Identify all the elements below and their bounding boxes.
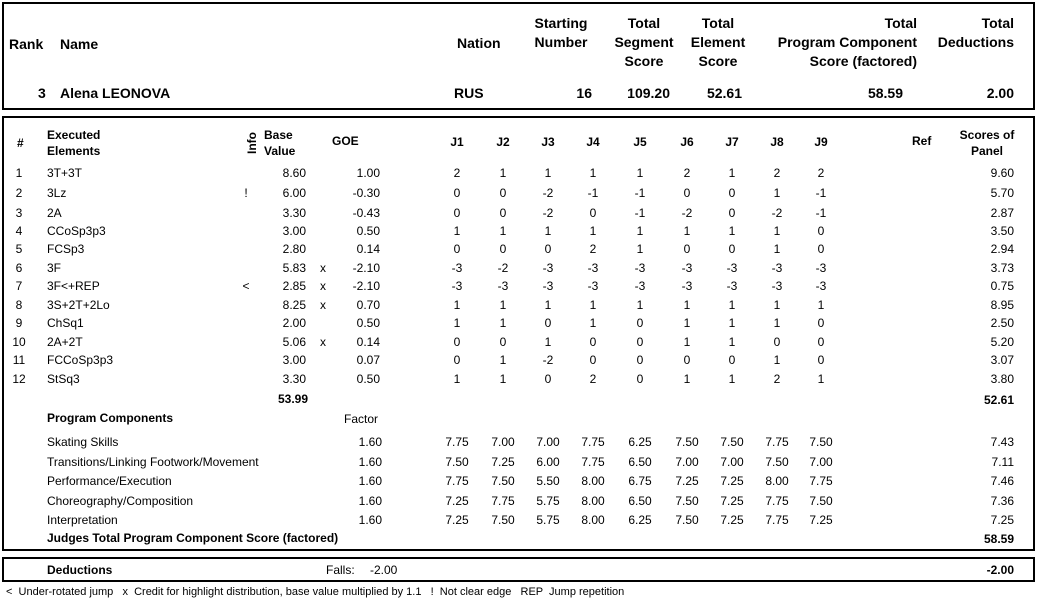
component-score: 7.11 <box>991 455 1014 469</box>
judge-header-8: J8 <box>770 135 784 149</box>
pcs-total-label: Judges Total Program Component Score (factored) <box>47 531 339 545</box>
element-judge-score: 1 <box>499 372 507 386</box>
element-judge-score: 0 <box>683 186 691 200</box>
judge-header-5: J5 <box>633 135 647 149</box>
judge-header-6: J6 <box>680 135 694 149</box>
element-name: 3S+2T+2Lo <box>47 298 110 312</box>
falls-label: Falls: <box>326 563 355 577</box>
skater-name: Alena LEONOVA <box>60 85 171 101</box>
element-judge-score: 1 <box>453 372 461 386</box>
element-base-value: 2.80 <box>282 242 306 256</box>
element-judge-score: 1 <box>544 335 552 349</box>
total-segment-score-label: Total Segment Score <box>614 15 674 69</box>
element-name: FCSp3 <box>47 242 85 256</box>
component-score: 7.36 <box>990 494 1014 508</box>
element-judge-score: -2 <box>542 353 554 367</box>
component-judge-score: 7.75 <box>581 435 605 449</box>
element-judge-score: 1 <box>636 242 644 256</box>
element-judge-score: 0 <box>817 242 825 256</box>
element-base-value: 3.30 <box>282 206 306 220</box>
element-judge-score: 0 <box>773 335 781 349</box>
component-judge-score: 7.00 <box>809 455 833 469</box>
element-judge-score: 1 <box>589 298 597 312</box>
component-judge-score: 7.50 <box>675 513 699 527</box>
element-judge-score: 0 <box>683 353 691 367</box>
element-judge-score: 1 <box>817 372 825 386</box>
element-base-value: 6.00 <box>282 186 306 200</box>
element-judge-score: 1 <box>499 298 507 312</box>
element-judge-score: 0 <box>636 353 644 367</box>
element-number: 10 <box>12 335 26 349</box>
element-goe: 1.00 <box>356 166 380 180</box>
component-factor: 1.60 <box>358 455 382 469</box>
component-judge-score: 7.00 <box>536 435 560 449</box>
element-judge-score: 1 <box>773 298 781 312</box>
element-judge-score: 1 <box>817 298 825 312</box>
element-judge-score: -3 <box>451 261 463 275</box>
element-judge-score: 0 <box>589 353 597 367</box>
element-judge-score: -1 <box>634 206 646 220</box>
element-info: < <box>242 279 250 293</box>
info-header: Info <box>245 132 259 154</box>
component-judge-score: 7.75 <box>809 474 833 488</box>
element-panel-score: 2.87 <box>990 206 1014 220</box>
component-factor: 1.60 <box>358 513 382 527</box>
element-judge-score: -1 <box>815 206 827 220</box>
component-judge-score: 7.50 <box>491 474 515 488</box>
deductions-total: -2.00 <box>986 563 1014 577</box>
element-base-value: 8.60 <box>282 166 306 180</box>
element-number: 5 <box>15 242 23 256</box>
component-judge-score: 7.50 <box>809 435 833 449</box>
element-base-value: 5.06 <box>282 335 306 349</box>
factor-label: Factor <box>344 412 379 426</box>
element-judge-score: 1 <box>453 224 461 238</box>
element-panel-score: 9.60 <box>990 166 1014 180</box>
component-name: Skating Skills <box>47 435 119 449</box>
component-judge-score: 8.00 <box>765 474 789 488</box>
skater-total-element-score: 52.61 <box>706 85 742 101</box>
total-pcs-label: Total Program Component Score (factored) <box>777 15 917 69</box>
name-label: Name <box>60 36 99 52</box>
element-name: 3F <box>47 261 62 275</box>
component-name: Transitions/Linking Footwork/Movement <box>47 455 259 469</box>
element-judge-score: -3 <box>451 279 463 293</box>
component-name: Interpretation <box>47 513 118 527</box>
elements-total: 52.61 <box>983 393 1014 407</box>
element-judge-score: -2 <box>497 261 509 275</box>
base-value-total: 53.99 <box>277 392 308 406</box>
component-judge-score: 7.25 <box>720 494 744 508</box>
component-judge-score: 7.25 <box>809 513 833 527</box>
element-judge-score: -3 <box>726 261 738 275</box>
element-judge-score: 0 <box>453 335 461 349</box>
element-base-value: 3.00 <box>282 224 306 238</box>
element-judge-score: 1 <box>544 298 552 312</box>
element-judge-score: 1 <box>636 298 644 312</box>
component-judge-score: 7.00 <box>491 435 515 449</box>
element-judge-score: 2 <box>589 372 597 386</box>
element-info: ! <box>244 186 248 200</box>
element-base-value: 5.83 <box>282 261 306 275</box>
element-goe: -2.10 <box>352 279 380 293</box>
element-base-value: 2.85 <box>282 279 306 293</box>
element-name: CCoSp3p3 <box>47 224 106 238</box>
element-name: 3Lz <box>47 186 67 200</box>
program-components-title: Program Components <box>47 411 174 425</box>
component-name: Performance/Execution <box>47 474 172 488</box>
pcs-total: 58.59 <box>983 532 1014 546</box>
element-base-value: 3.00 <box>282 353 306 367</box>
element-judge-score: 0 <box>544 242 552 256</box>
component-score: 7.46 <box>990 474 1014 488</box>
element-judge-score: 1 <box>499 224 507 238</box>
component-name: Choreography/Composition <box>47 494 194 508</box>
element-judge-score: 1 <box>683 224 691 238</box>
component-judge-score: 6.50 <box>628 455 652 469</box>
element-panel-score: 3.73 <box>990 261 1014 275</box>
element-goe: -0.43 <box>352 206 380 220</box>
element-panel-score: 8.95 <box>990 298 1014 312</box>
element-name: FCCoSp3p3 <box>47 353 114 367</box>
component-score: 7.25 <box>990 513 1014 527</box>
component-judge-score: 7.50 <box>809 494 833 508</box>
element-number: 11 <box>12 353 26 367</box>
element-judge-score: -3 <box>726 279 738 293</box>
element-judge-score: 1 <box>728 316 736 330</box>
element-judge-score: 1 <box>773 353 781 367</box>
element-judge-score: 0 <box>499 335 507 349</box>
element-judge-score: 0 <box>453 353 461 367</box>
element-name: ChSq1 <box>47 316 84 330</box>
element-judge-score: -3 <box>815 279 827 293</box>
element-judge-score: 0 <box>728 242 736 256</box>
element-judge-score: 0 <box>817 316 825 330</box>
legend: < Under-rotated jump x Credit for highlight distribution, base value multiplied by 1.1 ! Not clear edge REP Jump repetition <box>6 586 625 598</box>
component-judge-score: 7.75 <box>445 435 469 449</box>
element-judge-score: 1 <box>544 166 552 180</box>
element-base-value: 3.30 <box>282 372 306 386</box>
element-judge-score: 1 <box>453 316 461 330</box>
element-judge-score: -2 <box>542 186 554 200</box>
element-judge-score: -2 <box>771 206 783 220</box>
element-x-flag: x <box>320 298 326 312</box>
component-judge-score: 8.00 <box>581 494 605 508</box>
element-judge-score: 1 <box>773 224 781 238</box>
element-judge-score: -3 <box>587 279 599 293</box>
component-factor: 1.60 <box>358 435 382 449</box>
element-goe: 0.50 <box>356 316 380 330</box>
element-number: 4 <box>15 224 23 238</box>
element-x-flag: x <box>320 261 326 275</box>
component-judge-score: 8.00 <box>581 513 605 527</box>
element-goe: -0.30 <box>352 186 380 200</box>
element-judge-score: 1 <box>683 316 691 330</box>
element-judge-score: 1 <box>728 335 736 349</box>
base-value-header: Base Value <box>264 128 296 158</box>
element-judge-score: 2 <box>453 166 461 180</box>
element-judge-score: 0 <box>544 316 552 330</box>
component-judge-score: 7.00 <box>675 455 699 469</box>
element-panel-score: 3.07 <box>990 353 1014 367</box>
element-number: 3 <box>15 206 23 220</box>
element-judge-score: 1 <box>499 353 507 367</box>
component-judge-score: 7.75 <box>491 494 515 508</box>
element-judge-score: 1 <box>544 224 552 238</box>
element-judge-score: -3 <box>771 261 783 275</box>
element-name: 2A <box>47 206 62 220</box>
skater-rank: 3 <box>38 85 46 101</box>
element-judge-score: 0 <box>728 206 736 220</box>
deductions-label: Deductions <box>47 563 113 577</box>
element-base-value: 8.25 <box>282 298 306 312</box>
component-judge-score: 7.00 <box>720 455 744 469</box>
skater-total-deductions: 2.00 <box>986 85 1014 101</box>
element-judge-score: 0 <box>817 335 825 349</box>
judge-header-2: J2 <box>496 135 510 149</box>
skater-nation: RUS <box>454 85 484 101</box>
component-judge-score: 5.50 <box>536 474 560 488</box>
component-judge-score: 6.50 <box>628 494 652 508</box>
component-judge-score: 7.75 <box>445 474 469 488</box>
component-judge-score: 7.50 <box>675 494 699 508</box>
element-judge-score: 0 <box>589 335 597 349</box>
judge-header-7: J7 <box>725 135 739 149</box>
element-number: 12 <box>12 372 26 386</box>
total-deductions-label: Total Deductions <box>937 15 1014 50</box>
element-judge-score: 1 <box>728 224 736 238</box>
component-judge-score: 6.25 <box>628 513 652 527</box>
judge-header-9: J9 <box>814 135 828 149</box>
element-name: 3T+3T <box>47 166 83 180</box>
component-judge-score: 7.50 <box>491 513 515 527</box>
element-judge-score: 1 <box>636 224 644 238</box>
element-judge-score: -1 <box>634 186 646 200</box>
element-judge-score: -3 <box>542 279 554 293</box>
element-judge-score: 0 <box>728 353 736 367</box>
element-name: 3F<+REP <box>47 279 100 293</box>
element-judge-score: -2 <box>681 206 693 220</box>
skater-total-pcs: 58.59 <box>867 85 903 101</box>
scores-of-panel-header: Scores of Panel <box>959 128 1015 158</box>
component-score: 7.43 <box>990 435 1014 449</box>
element-judge-score: 1 <box>773 316 781 330</box>
element-panel-score: 0.75 <box>990 279 1014 293</box>
element-panel-score: 2.94 <box>990 242 1014 256</box>
element-judge-score: 0 <box>683 242 691 256</box>
element-judge-score: -3 <box>771 279 783 293</box>
element-judge-score: -2 <box>542 206 554 220</box>
element-judge-score: 0 <box>636 372 644 386</box>
element-panel-score: 5.20 <box>990 335 1014 349</box>
element-judge-score: 1 <box>728 166 736 180</box>
component-judge-score: 7.25 <box>445 513 469 527</box>
element-judge-score: 1 <box>728 372 736 386</box>
element-panel-score: 3.50 <box>990 224 1014 238</box>
component-factor: 1.60 <box>358 494 382 508</box>
component-factor: 1.60 <box>358 474 382 488</box>
element-judge-score: -3 <box>587 261 599 275</box>
element-judge-score: 1 <box>728 298 736 312</box>
element-judge-score: 1 <box>499 166 507 180</box>
element-judge-score: 0 <box>817 353 825 367</box>
component-judge-score: 7.75 <box>765 513 789 527</box>
element-judge-score: 0 <box>499 242 507 256</box>
element-judge-score: 0 <box>453 186 461 200</box>
component-judge-score: 7.25 <box>675 474 699 488</box>
element-goe: 0.50 <box>356 372 380 386</box>
element-judge-score: 1 <box>773 186 781 200</box>
skater-total-segment-score: 109.20 <box>627 85 670 101</box>
element-goe: 0.14 <box>356 242 380 256</box>
component-judge-score: 6.75 <box>628 474 652 488</box>
starting-number-label: Starting Number <box>534 15 588 50</box>
element-name: StSq3 <box>47 372 80 386</box>
element-goe: 0.70 <box>356 298 380 312</box>
component-judge-score: 8.00 <box>581 474 605 488</box>
component-judge-score: 7.75 <box>765 494 789 508</box>
deductions-box <box>2 557 1035 582</box>
element-goe: 0.07 <box>356 353 380 367</box>
element-judge-score: 2 <box>683 166 691 180</box>
element-number: 9 <box>15 316 23 330</box>
element-number: 2 <box>15 186 23 200</box>
element-panel-score: 3.80 <box>990 372 1014 386</box>
component-judge-score: 7.50 <box>765 455 789 469</box>
element-judge-score: -3 <box>815 261 827 275</box>
element-judge-score: 0 <box>453 242 461 256</box>
element-judge-score: -1 <box>815 186 827 200</box>
element-judge-score: -3 <box>542 261 554 275</box>
component-judge-score: 7.25 <box>720 474 744 488</box>
element-judge-score: 2 <box>773 372 781 386</box>
element-judge-score: -3 <box>634 261 646 275</box>
element-goe: 0.50 <box>356 224 380 238</box>
falls-value: -2.00 <box>370 563 398 577</box>
element-judge-score: 1 <box>589 316 597 330</box>
component-judge-score: 6.00 <box>536 455 560 469</box>
element-judge-score: 1 <box>773 242 781 256</box>
element-base-value: 2.00 <box>282 316 306 330</box>
element-x-flag: x <box>320 279 326 293</box>
element-judge-score: 0 <box>728 186 736 200</box>
element-judge-score: 1 <box>589 224 597 238</box>
element-goe: 0.14 <box>356 335 380 349</box>
total-element-score-label: Total Element Score <box>690 15 746 69</box>
element-judge-score: 1 <box>636 166 644 180</box>
judge-header-3: J3 <box>541 135 555 149</box>
element-judge-score: 1 <box>453 298 461 312</box>
ref-header: Ref <box>912 134 932 148</box>
nation-label: Nation <box>457 35 501 51</box>
element-judge-score: -3 <box>681 261 693 275</box>
element-judge-score: 0 <box>499 206 507 220</box>
executed-elements-header: Executed Elements <box>47 128 101 158</box>
element-number: 7 <box>15 279 23 293</box>
element-judge-score: 1 <box>683 372 691 386</box>
component-judge-score: 7.50 <box>445 455 469 469</box>
component-judge-score: 7.75 <box>765 435 789 449</box>
element-name: 2A+2T <box>47 335 83 349</box>
element-panel-score: 5.70 <box>990 186 1014 200</box>
component-judge-score: 6.25 <box>628 435 652 449</box>
element-judge-score: 0 <box>499 186 507 200</box>
element-goe: -2.10 <box>352 261 380 275</box>
element-judge-score: -1 <box>587 186 599 200</box>
element-judge-score: 1 <box>499 316 507 330</box>
element-judge-score: 0 <box>544 372 552 386</box>
component-judge-score: 7.25 <box>720 513 744 527</box>
element-number: 8 <box>15 298 23 312</box>
element-judge-score: 0 <box>636 335 644 349</box>
skater-starting-number: 16 <box>576 85 592 101</box>
element-number: 1 <box>15 166 23 180</box>
judge-header-4: J4 <box>586 135 600 149</box>
element-panel-score: 2.50 <box>990 316 1014 330</box>
component-judge-score: 7.50 <box>720 435 744 449</box>
element-x-flag: x <box>320 335 326 349</box>
num-header: # <box>17 136 24 150</box>
component-judge-score: 5.75 <box>536 494 560 508</box>
element-judge-score: 0 <box>817 224 825 238</box>
component-judge-score: 7.50 <box>675 435 699 449</box>
component-judge-score: 5.75 <box>536 513 560 527</box>
element-judge-score: 2 <box>773 166 781 180</box>
element-number: 6 <box>15 261 23 275</box>
element-judge-score: -3 <box>634 279 646 293</box>
element-judge-score: 0 <box>636 316 644 330</box>
element-judge-score: 0 <box>589 206 597 220</box>
element-judge-score: 2 <box>589 242 597 256</box>
element-judge-score: -3 <box>681 279 693 293</box>
component-judge-score: 7.75 <box>581 455 605 469</box>
element-judge-score: 1 <box>589 166 597 180</box>
element-judge-score: 0 <box>453 206 461 220</box>
element-judge-score: -3 <box>497 279 509 293</box>
judge-header-1: J1 <box>450 135 464 149</box>
component-judge-score: 7.25 <box>445 494 469 508</box>
element-judge-score: 2 <box>817 166 825 180</box>
element-judge-score: 1 <box>683 298 691 312</box>
component-judge-score: 7.25 <box>491 455 515 469</box>
rank-label: Rank <box>9 36 44 52</box>
element-judge-score: 1 <box>683 335 691 349</box>
goe-header: GOE <box>332 134 359 148</box>
